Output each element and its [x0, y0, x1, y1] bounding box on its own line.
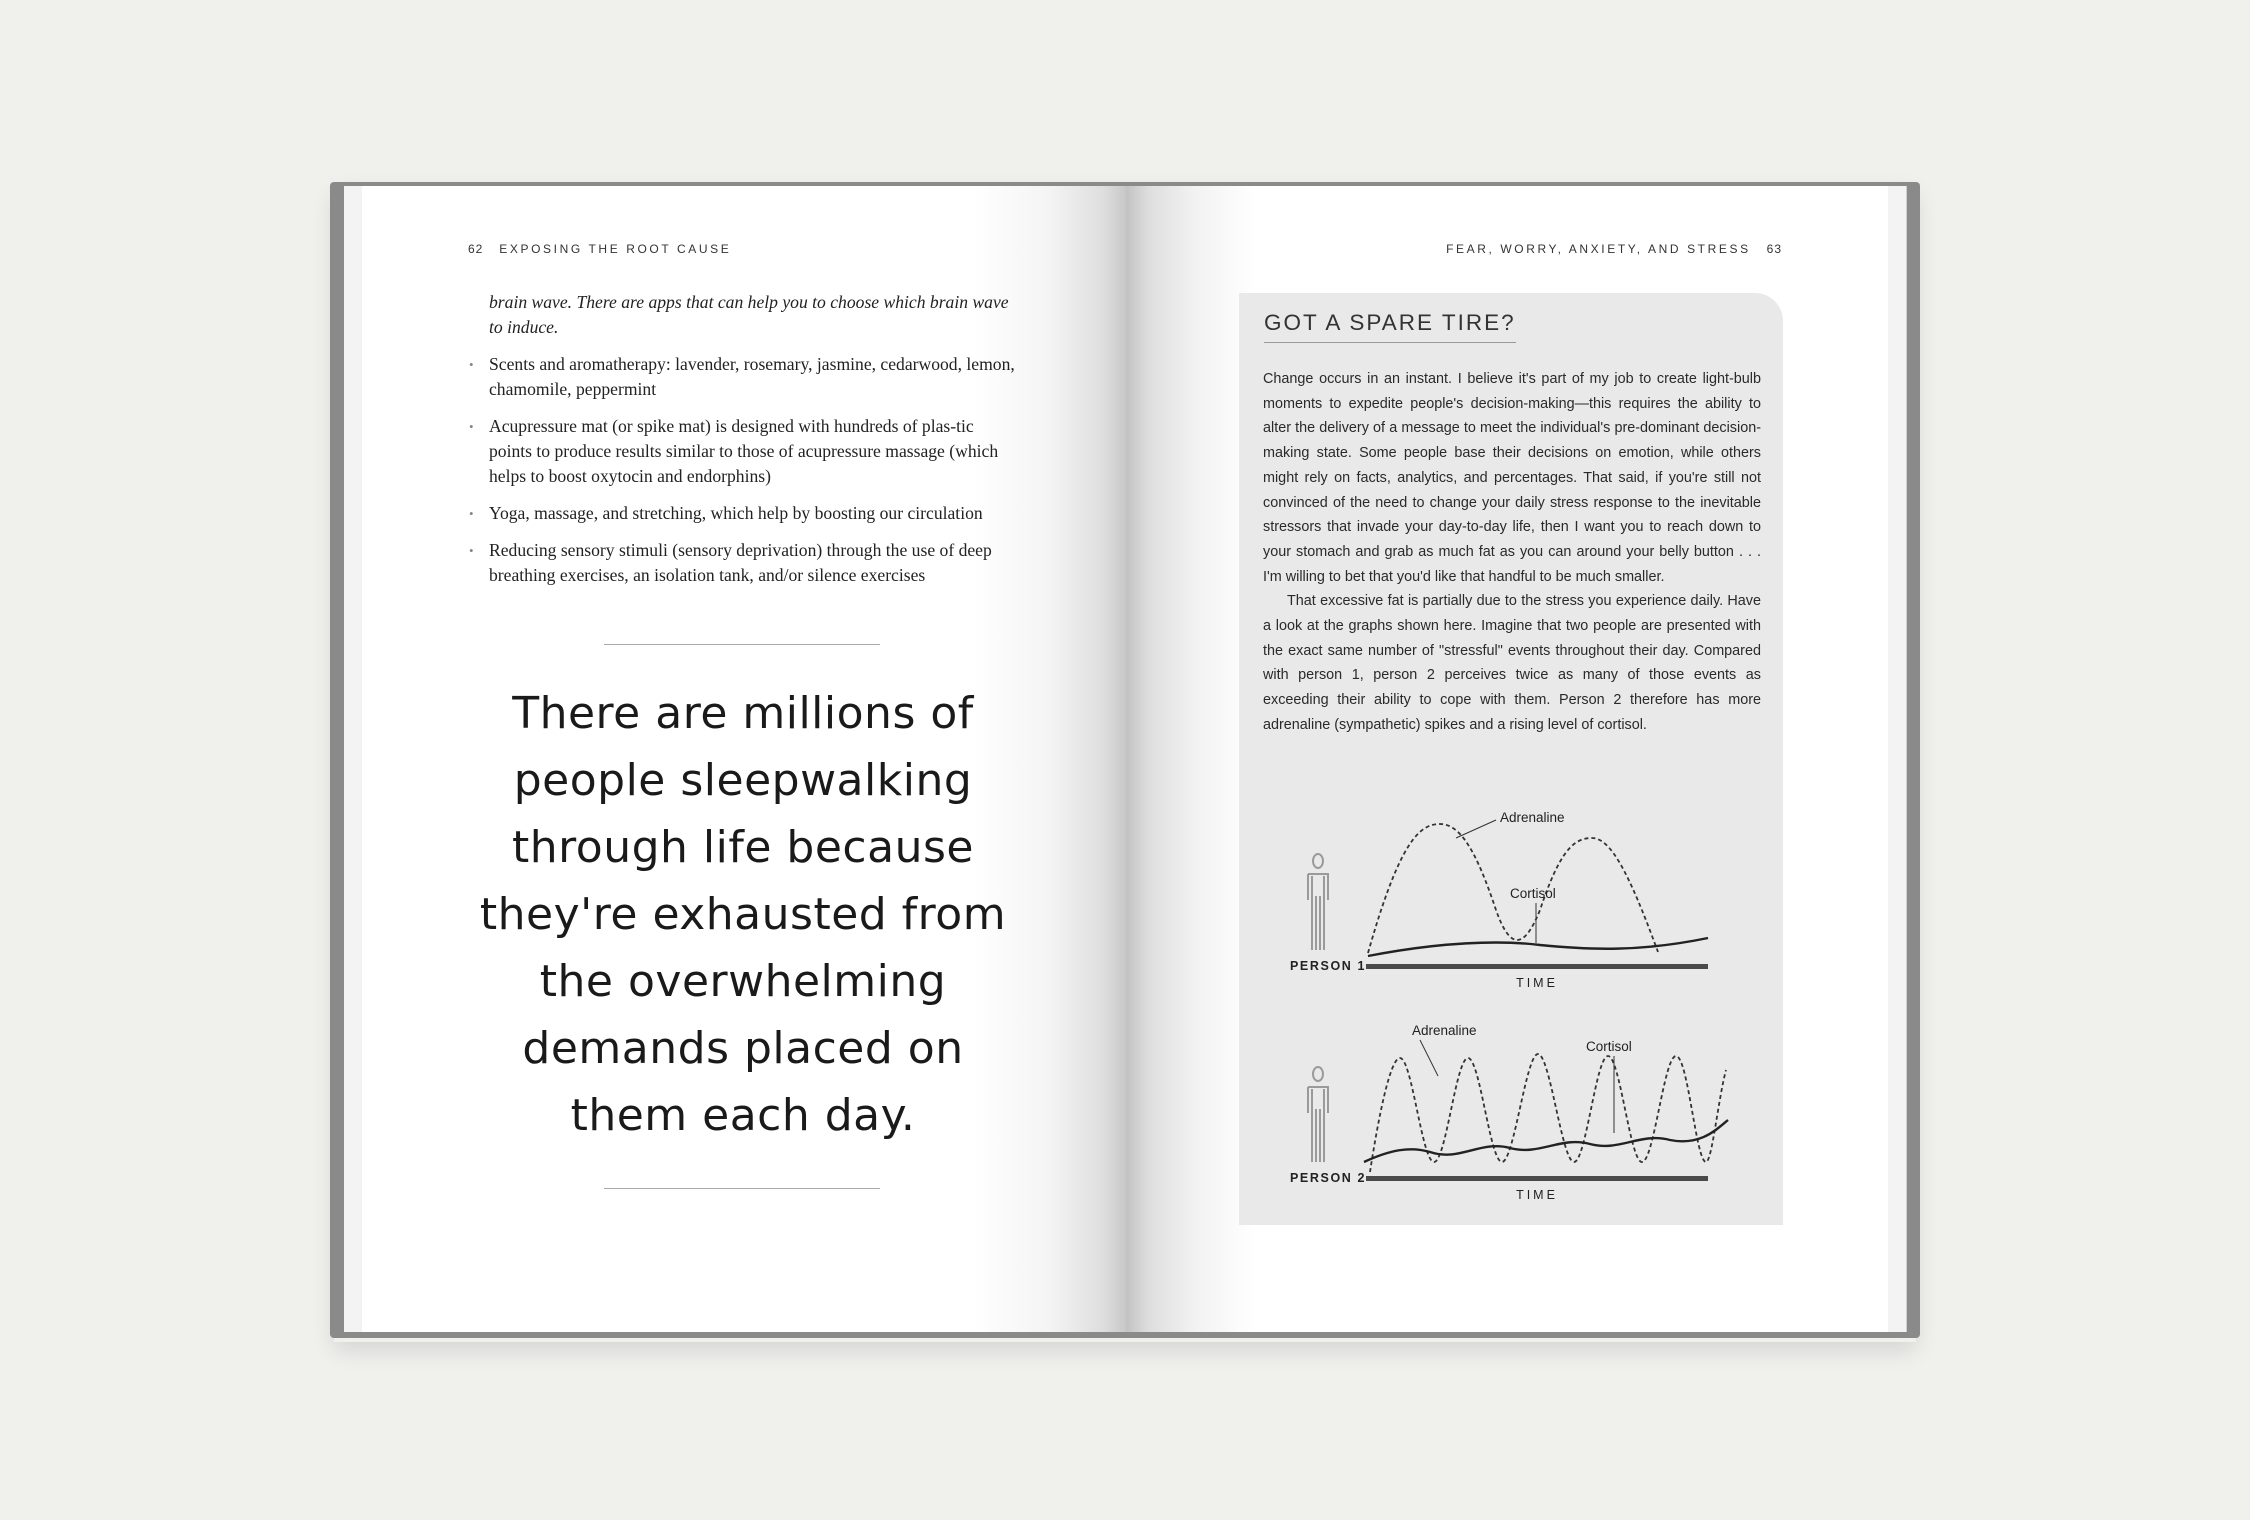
person-1-label: PERSON 1 — [1290, 959, 1367, 973]
left-running-title: EXPOSING THE ROOT CAUSE — [499, 242, 732, 256]
sidebar-body — [1263, 367, 1761, 738]
person-2-time-axis — [1366, 1176, 1708, 1181]
graph-person-1 — [1290, 810, 1708, 990]
pull-quote-line: through life because — [512, 822, 974, 873]
right-page-number: 63 — [1766, 242, 1782, 256]
pull-quote-line: them each day. — [570, 1090, 916, 1141]
bullet-icon: • — [469, 543, 474, 558]
person-1-figure-icon — [1308, 854, 1328, 950]
left-page-number: 62 — [468, 242, 484, 256]
person-2-cortisol-curve — [1364, 1120, 1728, 1162]
list-item-text: Scents and aromatherapy: lavender, rosemary, jasmine, cedarwood, lemon, chamomile, peppermint — [489, 354, 1015, 399]
right-page-edges — [1888, 186, 1907, 1332]
person-2-adrenaline-curve — [1370, 1054, 1726, 1172]
person-1-cortisol-label: Cortisol — [1510, 886, 1556, 901]
person-2-adrenaline-label: Adrenaline — [1412, 1023, 1477, 1038]
list-item-text: Yoga, massage, and stretching, which help by boosting our circulation — [489, 503, 983, 523]
stress-graphs — [1260, 800, 1740, 1210]
right-running-title: FEAR, WORRY, ANXIETY, AND STRESS — [1446, 242, 1751, 256]
sidebar-title: GOT A SPARE TIRE? — [1264, 310, 1516, 343]
list-item-text: Acupressure mat (or spike mat) is designed with hundreds of plas-tic points to produce results similar to those of acupressure massage (which helps to boost oxytocin and endorphins) — [489, 416, 999, 486]
person-1-adrenaline-label: Adrenaline — [1500, 810, 1565, 825]
list-item — [468, 501, 1016, 526]
pull-quote-line: demands placed on — [522, 1023, 964, 1074]
pull-quote-line: people sleepwalking — [513, 755, 973, 806]
left-page-edges — [344, 186, 363, 1332]
pull-quote-top-rule — [604, 644, 880, 645]
pull-quote — [458, 680, 1028, 1149]
person-2-axis-label: TIME — [1516, 1188, 1558, 1202]
sidebar-paragraph: That excessive fat is partially due to the stress you experience daily. Have a look at the graphs shown here. Imagine that two people are presented with the exact same number of "stressful" events throughout their day. Compared with person 1, person 2 perceives twice as many of those events as exceeding their ability to cope with them. Person 2 therefore has more adrenaline (sympathetic) spikes and a rising level of cortisol. — [1263, 593, 1761, 733]
bullet-list — [468, 352, 1016, 588]
person-2-cortisol-label: Cortisol — [1586, 1039, 1632, 1054]
pull-quote-line: they're exhausted from — [479, 889, 1007, 940]
sidebar-paragraph: Change occurs in an instant. I believe it's part of my job to create light-bulb moments to expedite people's decision-making—this requires the ability to alter the delivery of a message to meet the individual's pre-dominant decision-making state. Some people base their decisions on emotion, while others might rely on facts, analytics, and percentages. That said, if you're still not convinced of the need to change your daily stress response to the inevitable stressors that invade your day-to-day life, then I want you to reach down to your stomach and grab as much fat as you can around your belly button . . . I'm willing to bet that you'd like that handful to be much smaller. — [1263, 371, 1761, 585]
person-1-cortisol-curve — [1368, 938, 1708, 956]
left-running-head — [468, 242, 731, 256]
pull-quote-line: the overwhelming — [539, 956, 947, 1007]
bullet-icon: • — [469, 357, 474, 372]
left-body-text — [468, 290, 1016, 600]
pull-quote-line: There are millions of — [512, 688, 974, 739]
list-item — [468, 414, 1016, 489]
person-1-time-axis — [1366, 964, 1708, 969]
bullet-icon: • — [469, 506, 474, 521]
list-item — [468, 538, 1016, 588]
person-2-figure-icon — [1308, 1067, 1328, 1162]
graph-person-2 — [1290, 1023, 1728, 1202]
right-running-head — [1446, 242, 1782, 256]
person-1-axis-label: TIME — [1516, 976, 1558, 990]
list-item — [468, 352, 1016, 402]
person-1-adrenaline-leader — [1456, 820, 1496, 838]
list-item-text: Reducing sensory stimuli (sensory deprivation) through the use of deep breathing exercises, an isolation tank, and/or silence exercises — [489, 540, 992, 585]
person-2-label: PERSON 2 — [1290, 1171, 1367, 1185]
bullet-icon: • — [469, 419, 474, 434]
pull-quote-bottom-rule — [604, 1188, 880, 1189]
continued-paragraph: brain wave. There are apps that can help you to choose which brain wave to induce. — [489, 292, 1009, 337]
person-2-adrenaline-leader — [1420, 1040, 1438, 1076]
